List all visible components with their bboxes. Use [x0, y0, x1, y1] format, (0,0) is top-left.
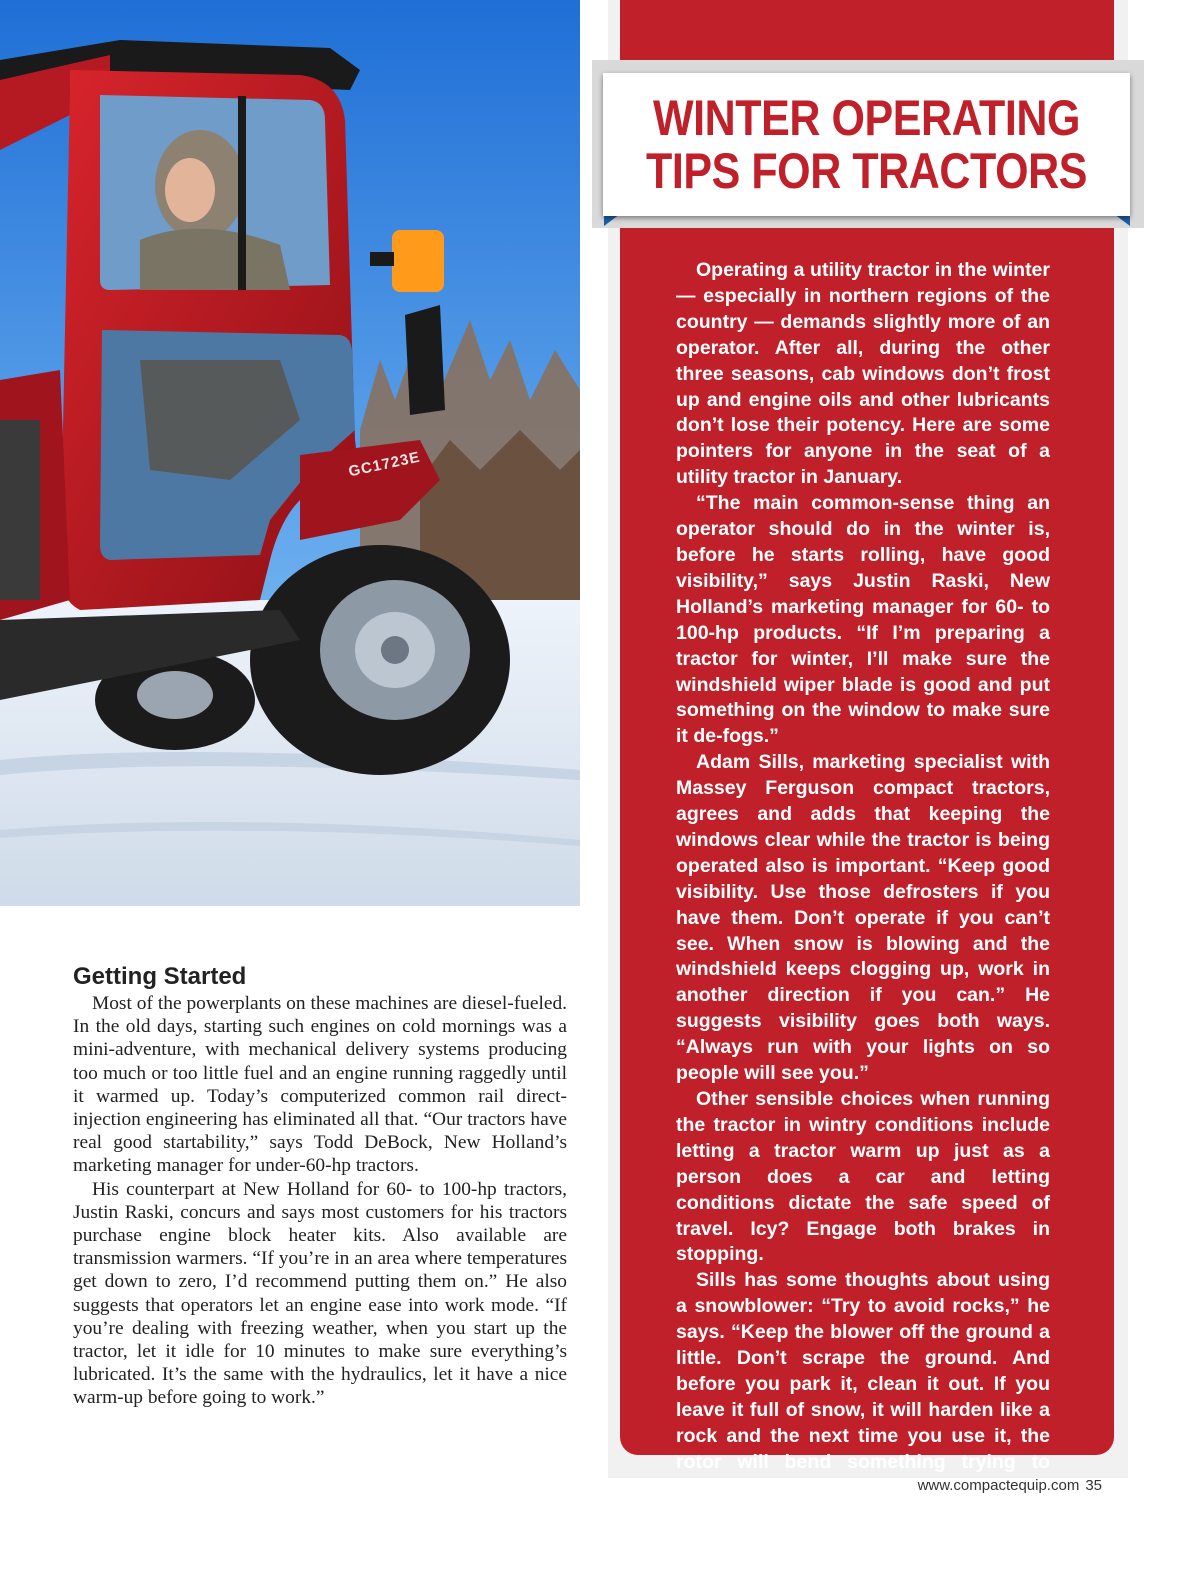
title-line-2: TIPS FOR TRACTORS — [645, 143, 1088, 199]
model-badge: GC1723E — [347, 448, 422, 481]
page-footer — [880, 1477, 1102, 1494]
page-number: 35 — [1085, 1477, 1102, 1494]
main-body — [73, 992, 567, 1410]
article-title — [640, 92, 1093, 198]
sidebar-body — [676, 258, 1050, 1502]
sidebar-paragraph: Adam Sills, marketing specialist with Massey Ferguson compact tractors, agrees and adds that keeping the windows clear while the tractor is being operated also is important. “Keep good visibility. Use those defrosters if you have them. Don’t operate if you can’t see. When snow is blowing and the windshield keeps clogging up, work in another direction if you can.” He suggests visibility goes both ways. “Always run with your lights on so people will see you.” — [676, 751, 1050, 1085]
body-paragraph: His counterpart at New Holland for 60- to 100-hp tractors, Justin Raski, concurs and says most customers for his tractors purchase engine block heater kits. Also available are transmission warmers. “If you’re in an area where temperatures get down to zero, I’d recommend putting them on.” He also suggests that operators let an engine ease into work mode. “If you’re dealing with freezing weather, when you start up the tractor, let it idle for 10 minutes to make sure everything’s lubricated. It’s the same with the hydraulics, let it have a nice warm-up before going to work.” — [73, 1178, 567, 1409]
sidebar-paragraph: Operating a utility tractor in the winter — especially in northern regions of the country — demands slightly more of an operator. After all, during the other three seasons, cab windows don’t frost up and engine oils and other lubricants don’t lose their potency. Here are some pointers for anyone in the seat of a utility tractor in January. — [676, 259, 1050, 489]
sidebar-paragraph: Sills has some thoughts about using a snowblower: “Try to avoid rocks,” he says. “Keep the blower off the ground a little. Don’t scrape the ground. And before you park it, clean it out. If you leave it full of snow, it will harden like a rock and the next time you use it, the rotor will bend something trying to break loose.” — [676, 1269, 1050, 1499]
tractor-illustration — [0, 0, 580, 906]
section-heading: Getting Started — [73, 963, 247, 990]
sidebar-paragraph: Other sensible choices when running the tractor in wintry conditions include letting a tractor warm up just as a person does a car and letting conditions dictate the safe speed of travel. Icy? Engage both brakes in stopping. — [676, 1088, 1050, 1266]
sidebar-paragraph: “The main common-sense thing an operator should do in the winter is, before he starts rolling, have good visibility,” says Justin Raski, New Holland’s marketing manager for 60- to 100-hp products. “If I’m preparing a tractor for winter, I’ll make sure the windshield wiper blade is good and put something on the window to make sure it de-fogs.” — [676, 492, 1050, 748]
body-paragraph: Most of the powerplants on these machines are diesel-fueled. In the old days, starting such engines on cold mornings was a mini-adventure, with mechanical delivery systems producing too much or too little fuel and an engine running raggedly until it warmed up. Today’s computerized common rail direct-injection engineering has eliminated all that. “Our tractors have real good startability,” says Todd DeBock, New Holland’s marketing manager for under-60-hp tractors. — [73, 993, 567, 1177]
footer-url: www.compactequip.com — [917, 1477, 1080, 1494]
tractor-photo — [0, 0, 580, 906]
title-line-1: WINTER OPERATING — [652, 90, 1081, 146]
